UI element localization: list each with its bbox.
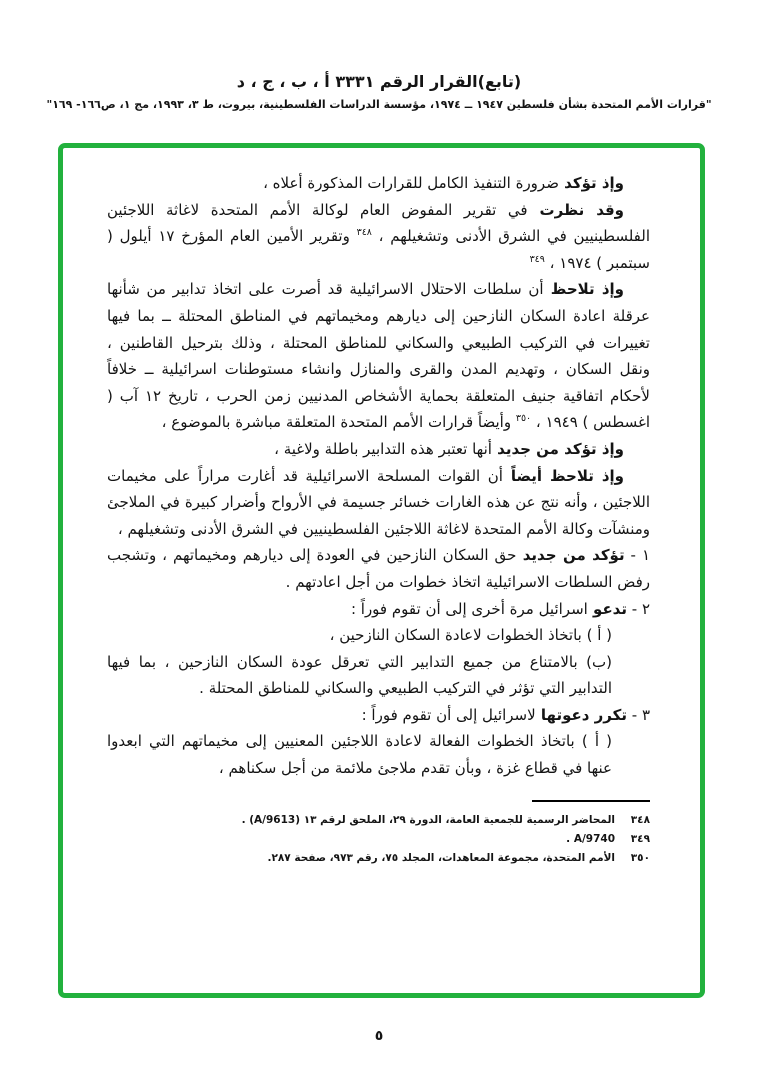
footnote-number: ٣٥٠ xyxy=(630,851,650,864)
bold-run: تدعو xyxy=(587,599,627,618)
text-run: اسرائيل مرة أخرى إلى أن تقوم فوراً : xyxy=(350,599,588,618)
footnote-text: المحاضر الرسمية للجمعية العامة، الدورة ٢٩، الملحق لرقم ١٣ (A/9613) . xyxy=(241,813,615,826)
text-run: حق السكان النازحين في العودة إلى ديارهم ومخيماتهم ، وتشجب رفض السلطات الاسرائيلية اتخاذ خطوات من أجل اعادتهم . xyxy=(107,546,650,591)
page-number: ٥ xyxy=(374,1028,384,1044)
text-run: أن القوات المسلحة الاسرائيلية قد أغارت مراراً على مخيمات اللاجئين ، وأنه نتج عن هذه الغارات خسائر جسيمة في الأرواح وأضرار كبيرة في الملاجئ ومنشآت وكالة الأمم المتحدة لاغاثة اللاجئين الفلسطينيين في الشرق الأدنى وتشغيلهم ، xyxy=(107,466,650,538)
footnote xyxy=(107,811,650,830)
bold-run: تؤكد من جديد xyxy=(516,546,625,565)
text-run: ( أ ) باتخاذ الخطوات الفعالة لاعادة اللاجئين المعنيين إلى مخيماتهم التي ابعدوا عنها في قطاع غزة ، وبأن تقدم ملاجئ ملائمة من أجل سكناهم ، xyxy=(107,732,612,778)
footnotes-section xyxy=(107,800,650,868)
text-run: وأيضاً قرارات الأمم المتحدة المتعلقة مباشرة بالموضوع ، xyxy=(161,413,516,432)
text-run: أن سلطات الاحتلال الاسرائيلية قد أصرت على اتخاذ تدابير من شأنها عرقلة اعادة السكان النازحين إلى ديارهم ومخيماتهم في المناطق المحتلة ــ بما فيها تغييرات في التركيب الطبيعي والسكاني للمناطق المحتلة ، وذلك بترحيل القاطنين ، ونقل السكان ، وتهديم المدن والقرى والمنازل وانشاء مستوطنات اسرائيلية ــ خلافاً لأحكام اتفاقية جنيف المتعلقة بحماية الأشخاص المدنيين زمن الحرب ، تاريخ ١٢ آب ( اغسطس ) ١٩٤٩ ، xyxy=(107,280,650,432)
footnote-divider xyxy=(532,800,650,802)
footnote-text: الأمم المتحدة، مجموعة المعاهدات، المجلد ٧٥، رقم ٩٧٣، صفحة ٢٨٧. xyxy=(267,851,615,864)
paragraph xyxy=(107,702,650,729)
footnote-number: ٣٤٩ xyxy=(630,832,650,845)
paragraph xyxy=(107,197,650,277)
resolution-body xyxy=(107,170,650,782)
text-run: في تقرير المفوض العام لوكالة الأمم المتحدة لاغاثة اللاجئين الفلسطينيين في الشرق الأدنى وتشغيلهم ، xyxy=(107,200,650,246)
footnote-reference: ٣٤٨ xyxy=(356,227,372,239)
footnote-text: A/9740 . xyxy=(566,832,615,845)
paragraph xyxy=(107,170,650,197)
bold-run: وقد نظرت xyxy=(527,200,625,219)
bold-run: وإذ تؤكد xyxy=(558,174,624,192)
footnote-list xyxy=(107,811,650,868)
bold-run: وإذ تلاحظ أيضاً xyxy=(502,466,624,485)
document-header xyxy=(0,72,758,111)
text-run: لاسرائيل إلى أن تقوم فوراً : xyxy=(361,705,536,724)
paragraph xyxy=(107,596,650,623)
green-content-frame xyxy=(58,143,705,998)
footnote-reference: ٣٥٠ xyxy=(515,413,532,425)
footnote xyxy=(107,830,650,849)
text-run: أنها تعتبر هذه التدابير باطلة ولاغية ، xyxy=(274,439,492,458)
text-run: ١ - xyxy=(624,546,650,565)
footnote-number: ٣٤٨ xyxy=(630,813,650,826)
source-citation: "قرارات الأمم المتحدة بشأن فلسطين ١٩٤٧ ــ ١٩٧٤، مؤسسة الدراسات الفلسطينية، بيروت، ط ٣، ١٩٩٣، مج ١، ص١٦٦- ١٦٩" xyxy=(46,98,712,111)
paragraph xyxy=(107,463,650,543)
bold-run: وإذ تؤكد من جديد xyxy=(491,439,624,458)
text-run: ٢ - xyxy=(626,599,650,618)
paragraph xyxy=(107,542,650,595)
text-run: ٣ - xyxy=(626,705,650,724)
bold-run: وإذ تلاحظ xyxy=(543,280,624,299)
bold-run: تكرر دعوتها xyxy=(535,705,627,724)
paragraph xyxy=(107,649,650,702)
text-run: ضرورة التنفيذ الكامل للقرارات المذكورة أعلاه ، xyxy=(263,174,559,192)
footnote-reference: ٣٤٩ xyxy=(529,253,545,265)
paragraph xyxy=(107,276,650,436)
paragraph xyxy=(107,622,650,649)
paragraph xyxy=(107,728,650,781)
text-run: وتقرير الأمين العام المؤرخ ١٧ أيلول ( سبتمبر ) ١٩٧٤ ، xyxy=(107,227,650,272)
resolution-title: (تابع)القرار الرقم ٣٣٣١ أ ، ب ، ج ، د xyxy=(236,72,522,91)
text-run: (ب) بالامتناع من جميع التدابير التي تعرقل عودة السكان النازحين ، بما فيها التدابير التي تؤثر في التركيب الطبيعي والسكاني للمناطق المحتلة . xyxy=(107,652,612,698)
footnote xyxy=(107,849,650,868)
paragraph xyxy=(107,436,650,463)
frame-inner xyxy=(63,148,700,993)
text-run: ( أ ) باتخاذ الخطوات لاعادة السكان النازحين ، xyxy=(329,626,612,645)
